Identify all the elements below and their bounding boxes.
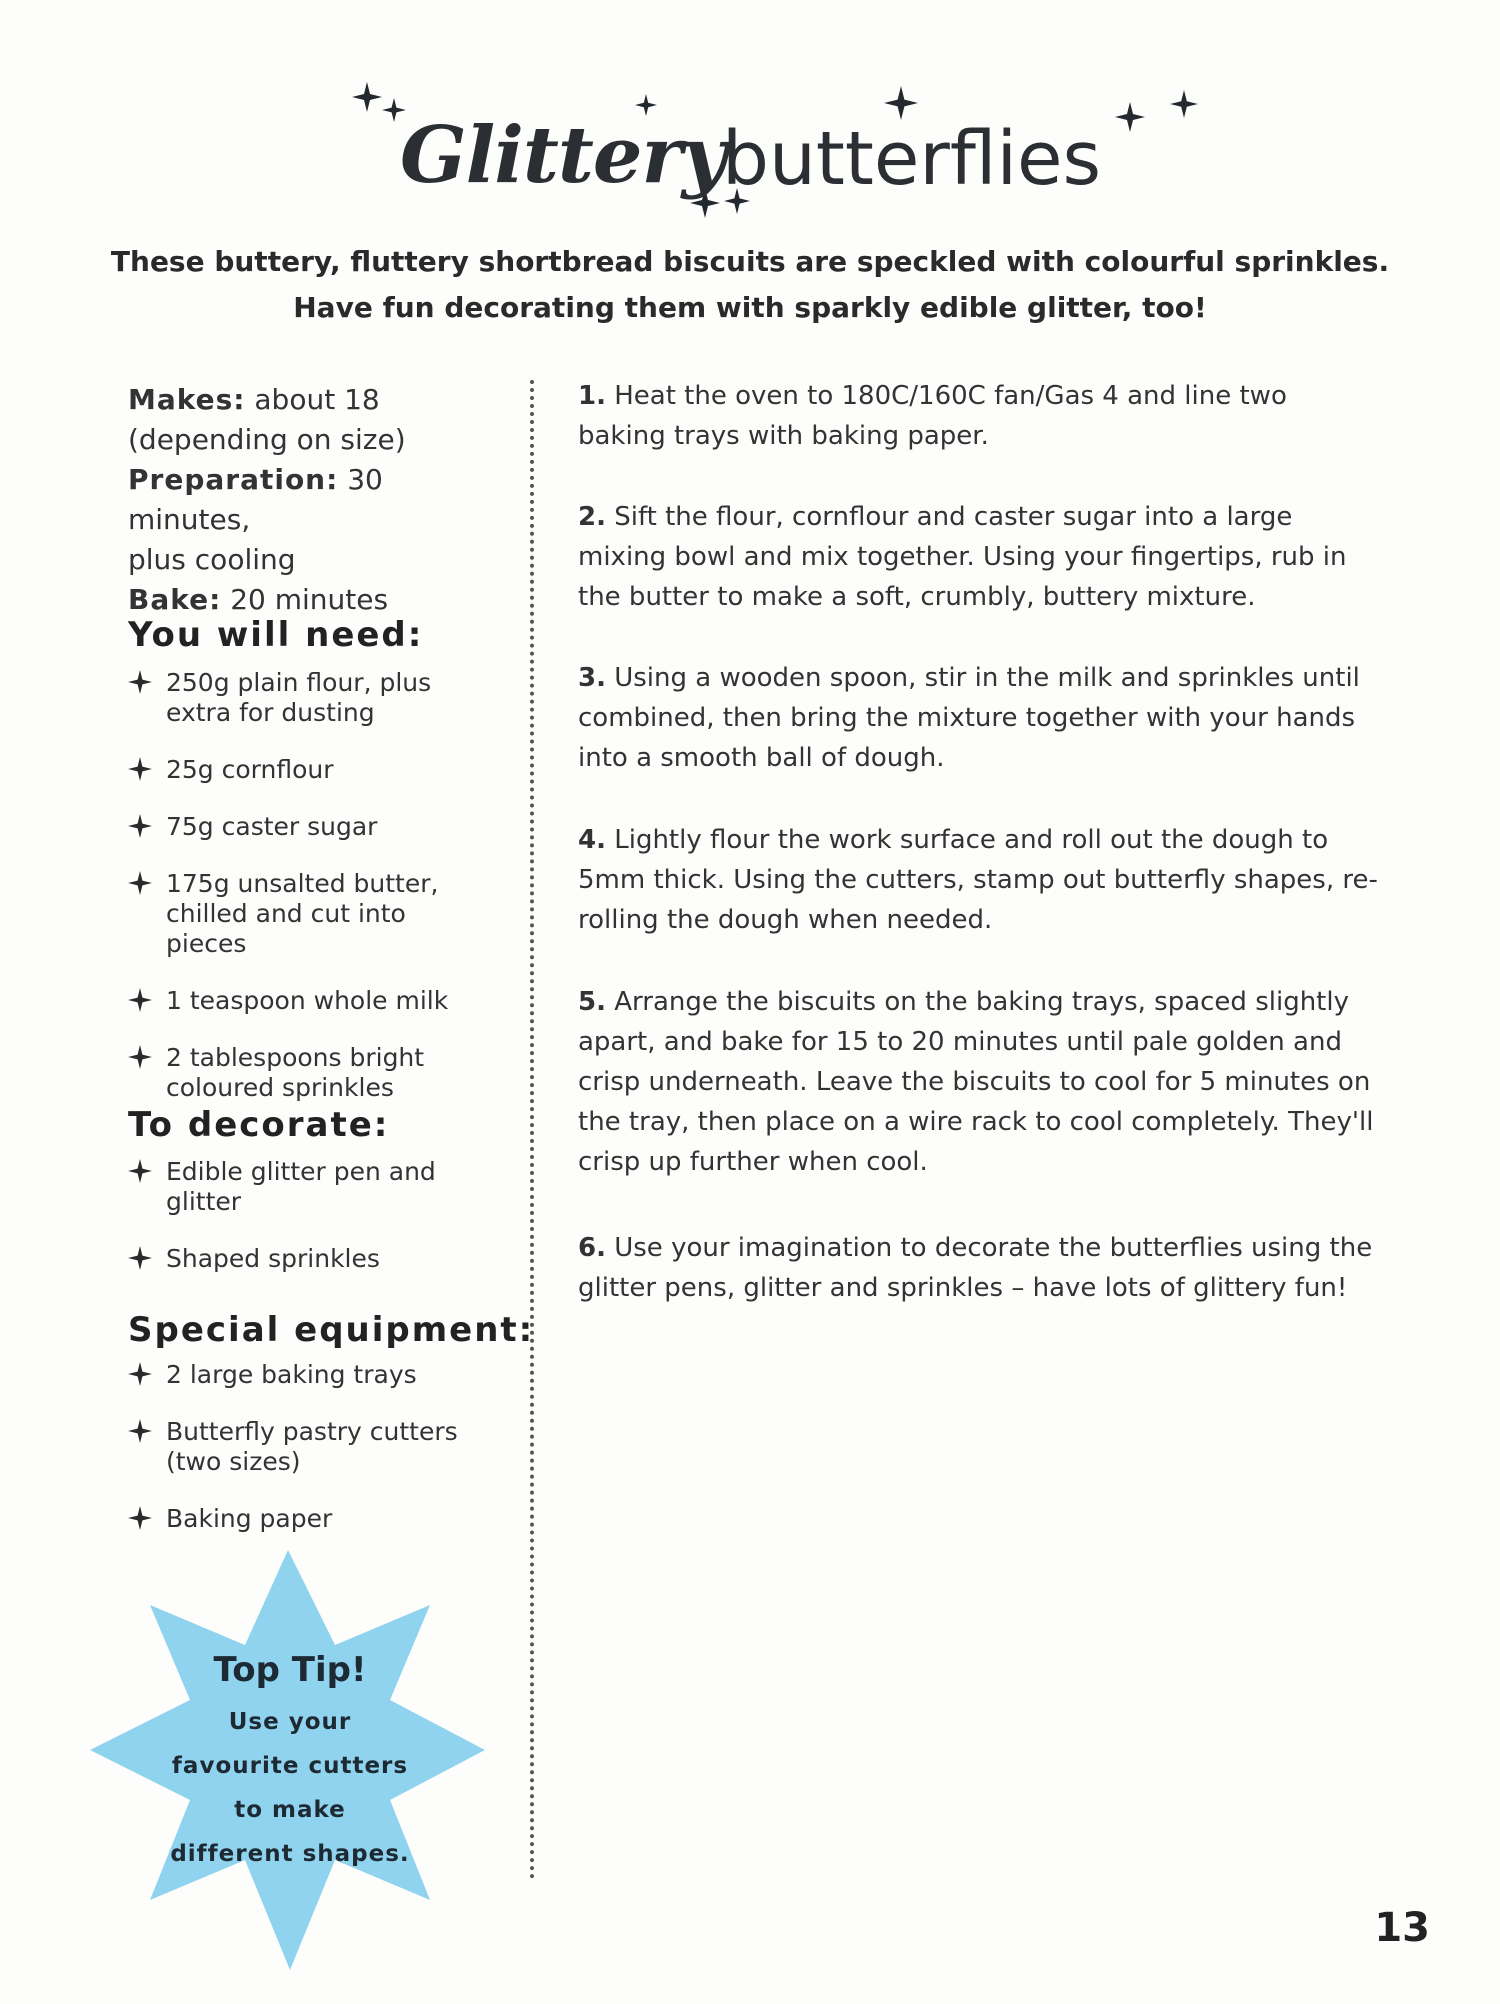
star-icon [352,82,382,112]
equipment-item: Baking paper [128,1504,488,1534]
star-bullet-icon [128,1246,152,1270]
title-plain-word: butterflies [722,116,1102,202]
ingredient-item: 175g unsalted butter, chilled and cut into pieces [128,869,488,959]
star-bullet-icon [128,1362,152,1386]
tip-title: Top Tip! [213,1650,367,1690]
makes-note: (depending on size) [128,423,406,456]
special-equipment-heading: Special equipment: [128,1310,535,1350]
star-bullet-icon [128,1419,152,1443]
star-icon [884,86,918,120]
method-step-5: 5. Arrange the biscuits on the baking trays, spaced slightly apart, and bake for 15 to 20 minutes until pale golden and crisp underneath. Leave the biscuits to cool for 5 minutes on the tray, then place on a wire rack to cool completely. They'll crisp up further when cool. [578,987,1374,1177]
decorate-item: Edible glitter pen and glitter [128,1157,488,1217]
page-number: 13 [1374,1905,1430,1951]
ingredient-item: 75g caster sugar [128,812,488,842]
tip-text: Use your favourite cutters to make different shapes. [170,1709,410,1867]
ingredients-list [128,668,488,1103]
ingredient-item: 1 teaspoon whole milk [128,986,488,1016]
prep-note: plus cooling [128,543,296,576]
star-bullet-icon [128,757,152,781]
star-bullet-icon [128,988,152,1012]
method-step-2: 2. Sift the flour, cornflour and caster sugar into a large mixing bowl and mix together. Using your fingertips, rub in the butter to make a soft, crumbly, buttery mixture. [578,502,1347,612]
star-bullet-icon [128,670,152,694]
intro-line-1: These buttery, fluttery shortbread biscuits are speckled with colourful sprinkles. [110,245,1390,278]
method-step-4: 4. Lightly flour the work surface and roll out the dough to 5mm thick. Using the cutters, stamp out butterfly shapes, re-rolling the dough when needed. [578,825,1378,935]
decorate-list [128,1157,488,1274]
ingredient-item: 2 tablespoons bright coloured sprinkles [128,1043,488,1103]
star-bullet-icon [128,814,152,838]
bake-value: 20 minutes [230,583,389,616]
prep-value: 30 minutes, [128,463,383,536]
star-bullet-icon [128,871,152,895]
star-bullet-icon [128,1506,152,1530]
intro-line-2: Have fun decorating them with sparkly edible glitter, too! [293,291,1207,324]
method-step-3: 3. Using a wooden spoon, stir in the milk and sprinkles until combined, then bring the mixture together with your hands into a smooth ball of dough. [578,663,1360,773]
equipment-item: 2 large baking trays [128,1360,488,1390]
star-icon [1170,90,1198,118]
makes-value: about 18 [254,383,380,416]
recipe-meta [128,380,498,620]
method-step-6: 6. Use your imagination to decorate the butterflies using the glitter pens, glitter and sprinkles – have lots of glittery fun! [578,1233,1373,1303]
star-bullet-icon [128,1045,152,1069]
recipe-title [0,70,1500,230]
column-divider [530,380,534,1880]
you-will-need-heading: You will need: [128,615,424,655]
to-decorate-heading: To decorate: [128,1105,390,1145]
star-bullet-icon [128,1159,152,1183]
top-tip-burst [90,1550,490,1970]
bake-label: Bake: [128,583,222,616]
prep-label: Preparation: [128,463,339,496]
ingredient-item: 25g cornflour [128,755,488,785]
method-step-1: 1. Heat the oven to 180C/160C fan/Gas 4 and line two baking trays with baking paper. [578,381,1287,451]
star-icon [1115,102,1145,132]
equipment-list [128,1360,488,1534]
ingredient-item: 250g plain flour, plus extra for dusting [128,668,488,728]
equipment-item: Butterfly pastry cutters (two sizes) [128,1417,488,1477]
makes-label: Makes: [128,383,246,416]
title-script-word: Glittery [400,110,726,201]
decorate-item: Shaped sprinkles [128,1244,488,1274]
